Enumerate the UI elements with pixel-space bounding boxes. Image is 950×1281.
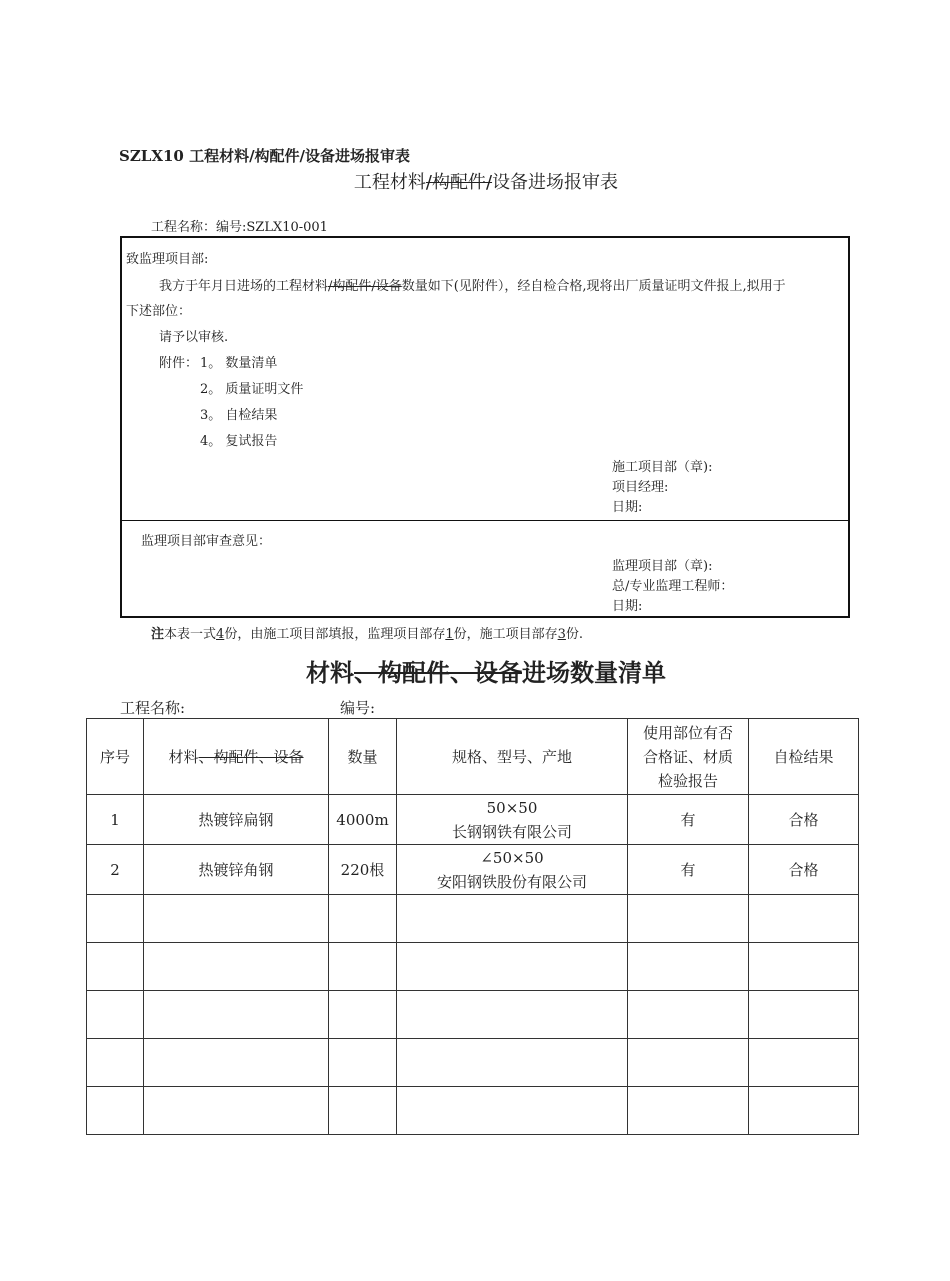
form-title — [0, 168, 950, 194]
header-material-strike: 、构配件、设备 — [198, 747, 304, 766]
header-seq: 序号 — [87, 719, 144, 795]
header-quantity: 数量 — [329, 719, 397, 795]
empty-cell — [329, 1039, 397, 1087]
title-part1: 工程材料 — [353, 172, 426, 193]
project-manager-label: 项目经理: — [612, 480, 669, 495]
list-title-part2: 进场数量清单 — [522, 658, 666, 687]
note-text: 份，由施工项目部填报，监理项目部存 — [224, 627, 446, 642]
header-cert-line: 检验报告 — [657, 771, 718, 790]
empty-cell — [397, 1039, 628, 1087]
spec-line: 50×50 — [486, 798, 538, 817]
contractor-stamp-label: 施工项目部（章): — [612, 460, 713, 475]
empty-cell — [749, 1087, 859, 1135]
table-header-row — [87, 719, 859, 795]
empty-cell — [144, 1039, 329, 1087]
row-result: 合格 — [749, 845, 859, 895]
row-material: 热镀锌扁钢 — [144, 795, 329, 845]
table-row — [87, 795, 859, 845]
empty-cell — [628, 1039, 749, 1087]
header-cert-line: 使用部位有否 — [642, 723, 733, 742]
spec-line: 安阳钢铁股份有限公司 — [436, 872, 587, 891]
row-result: 合格 — [749, 795, 859, 845]
header-result: 自检结果 — [749, 719, 859, 795]
empty-cell — [397, 943, 628, 991]
list-number-label: 编号: — [340, 699, 376, 717]
row-seq: 2 — [87, 845, 144, 895]
project-name-number: 工程名称：编号:SZLX10-001 — [151, 220, 328, 235]
empty-cell — [397, 1087, 628, 1135]
note-text: 份，施工项目部存 — [453, 627, 558, 642]
empty-cell — [397, 895, 628, 943]
empty-cell — [144, 991, 329, 1039]
empty-cell — [628, 943, 749, 991]
attachment-item: 1。 数量清单 — [200, 356, 278, 371]
empty-cell — [329, 991, 397, 1039]
quantity-table — [86, 718, 859, 1135]
body-strike: /构配件/设备 — [328, 279, 402, 294]
row-spec — [397, 795, 628, 845]
application-body-line1 — [159, 275, 786, 294]
empty-cell — [329, 1087, 397, 1135]
row-seq: 1 — [87, 795, 144, 845]
quantity-list-title — [0, 653, 950, 688]
attachment-item: 3。 自检结果 — [200, 408, 278, 423]
table-row — [87, 1039, 859, 1087]
title-part2: /构配件/ — [425, 172, 493, 193]
supervision-stamp-label: 监理项目部（章): — [612, 559, 713, 574]
row-quantity: 4000m — [329, 795, 397, 845]
empty-cell — [628, 991, 749, 1039]
empty-cell — [144, 943, 329, 991]
attachments-label: 附件： — [159, 356, 199, 371]
empty-cell — [397, 991, 628, 1039]
supervision-opinion-label: 监理项目部审查意见： — [141, 534, 272, 549]
empty-cell — [87, 1087, 144, 1135]
empty-cell — [628, 895, 749, 943]
note-contractor-copies: 3 — [557, 627, 566, 642]
note-text: 本表一式 — [164, 627, 217, 642]
section-divider — [122, 520, 848, 521]
empty-cell — [144, 895, 329, 943]
row-certificate: 有 — [628, 845, 749, 895]
list-title-strike: 、构配件、设备 — [354, 658, 522, 687]
header-cert-line: 合格证、材质 — [642, 747, 733, 766]
title-part3: 设备进场报审表 — [492, 172, 619, 193]
empty-cell — [749, 943, 859, 991]
note-text: 份. — [565, 627, 584, 642]
list-project-label: 工程名称: — [120, 699, 186, 717]
addressee: 致监理项目部: — [126, 252, 209, 267]
header-material-part1: 材料 — [168, 747, 199, 766]
table-row — [87, 895, 859, 943]
empty-cell — [749, 895, 859, 943]
table-row — [87, 943, 859, 991]
row-material: 热镀锌角钢 — [144, 845, 329, 895]
empty-cell — [144, 1087, 329, 1135]
table-row — [87, 845, 859, 895]
list-title-part1: 材料 — [306, 658, 354, 687]
table-row — [87, 991, 859, 1039]
empty-cell — [628, 1087, 749, 1135]
body-part2: 数量如下(见附件），经自检合格,现将出厂质量证明文件报上,拟用于 — [401, 279, 786, 294]
empty-cell — [329, 943, 397, 991]
note-copies: 4 — [216, 627, 225, 642]
application-box — [120, 236, 850, 618]
header-spec: 规格、型号、产地 — [397, 719, 628, 795]
attachment-item: 2。 质量证明文件 — [200, 382, 304, 397]
application-body-line2: 下述部位： — [126, 304, 192, 319]
body-part1: 我方于年月日进场的工程材料 — [159, 279, 329, 294]
header-material — [144, 719, 329, 795]
note-supervision-copies: 1 — [445, 627, 454, 642]
empty-cell — [329, 895, 397, 943]
document-code: SZLX10 工程材料/构配件/设备进场报审表 — [119, 147, 411, 165]
contractor-date-label: 日期: — [612, 500, 643, 515]
empty-cell — [87, 1039, 144, 1087]
supervising-engineer-label: 总/专业监理工程师： — [612, 579, 734, 594]
empty-cell — [749, 1039, 859, 1087]
row-spec — [397, 845, 628, 895]
header-certificate — [628, 719, 749, 795]
copies-note — [151, 623, 583, 642]
row-quantity: 220根 — [329, 845, 397, 895]
request-text: 请予以审核. — [159, 330, 229, 345]
attachment-item: 4。 复试报告 — [200, 434, 278, 449]
empty-cell — [87, 943, 144, 991]
spec-line: ∠50×50 — [480, 848, 544, 867]
supervision-date-label: 日期: — [612, 599, 643, 614]
empty-cell — [87, 895, 144, 943]
table-row — [87, 1087, 859, 1135]
empty-cell — [749, 991, 859, 1039]
empty-cell — [87, 991, 144, 1039]
row-certificate: 有 — [628, 795, 749, 845]
note-prefix: 注 — [151, 627, 165, 642]
spec-line: 长钢钢铁有限公司 — [451, 822, 572, 841]
